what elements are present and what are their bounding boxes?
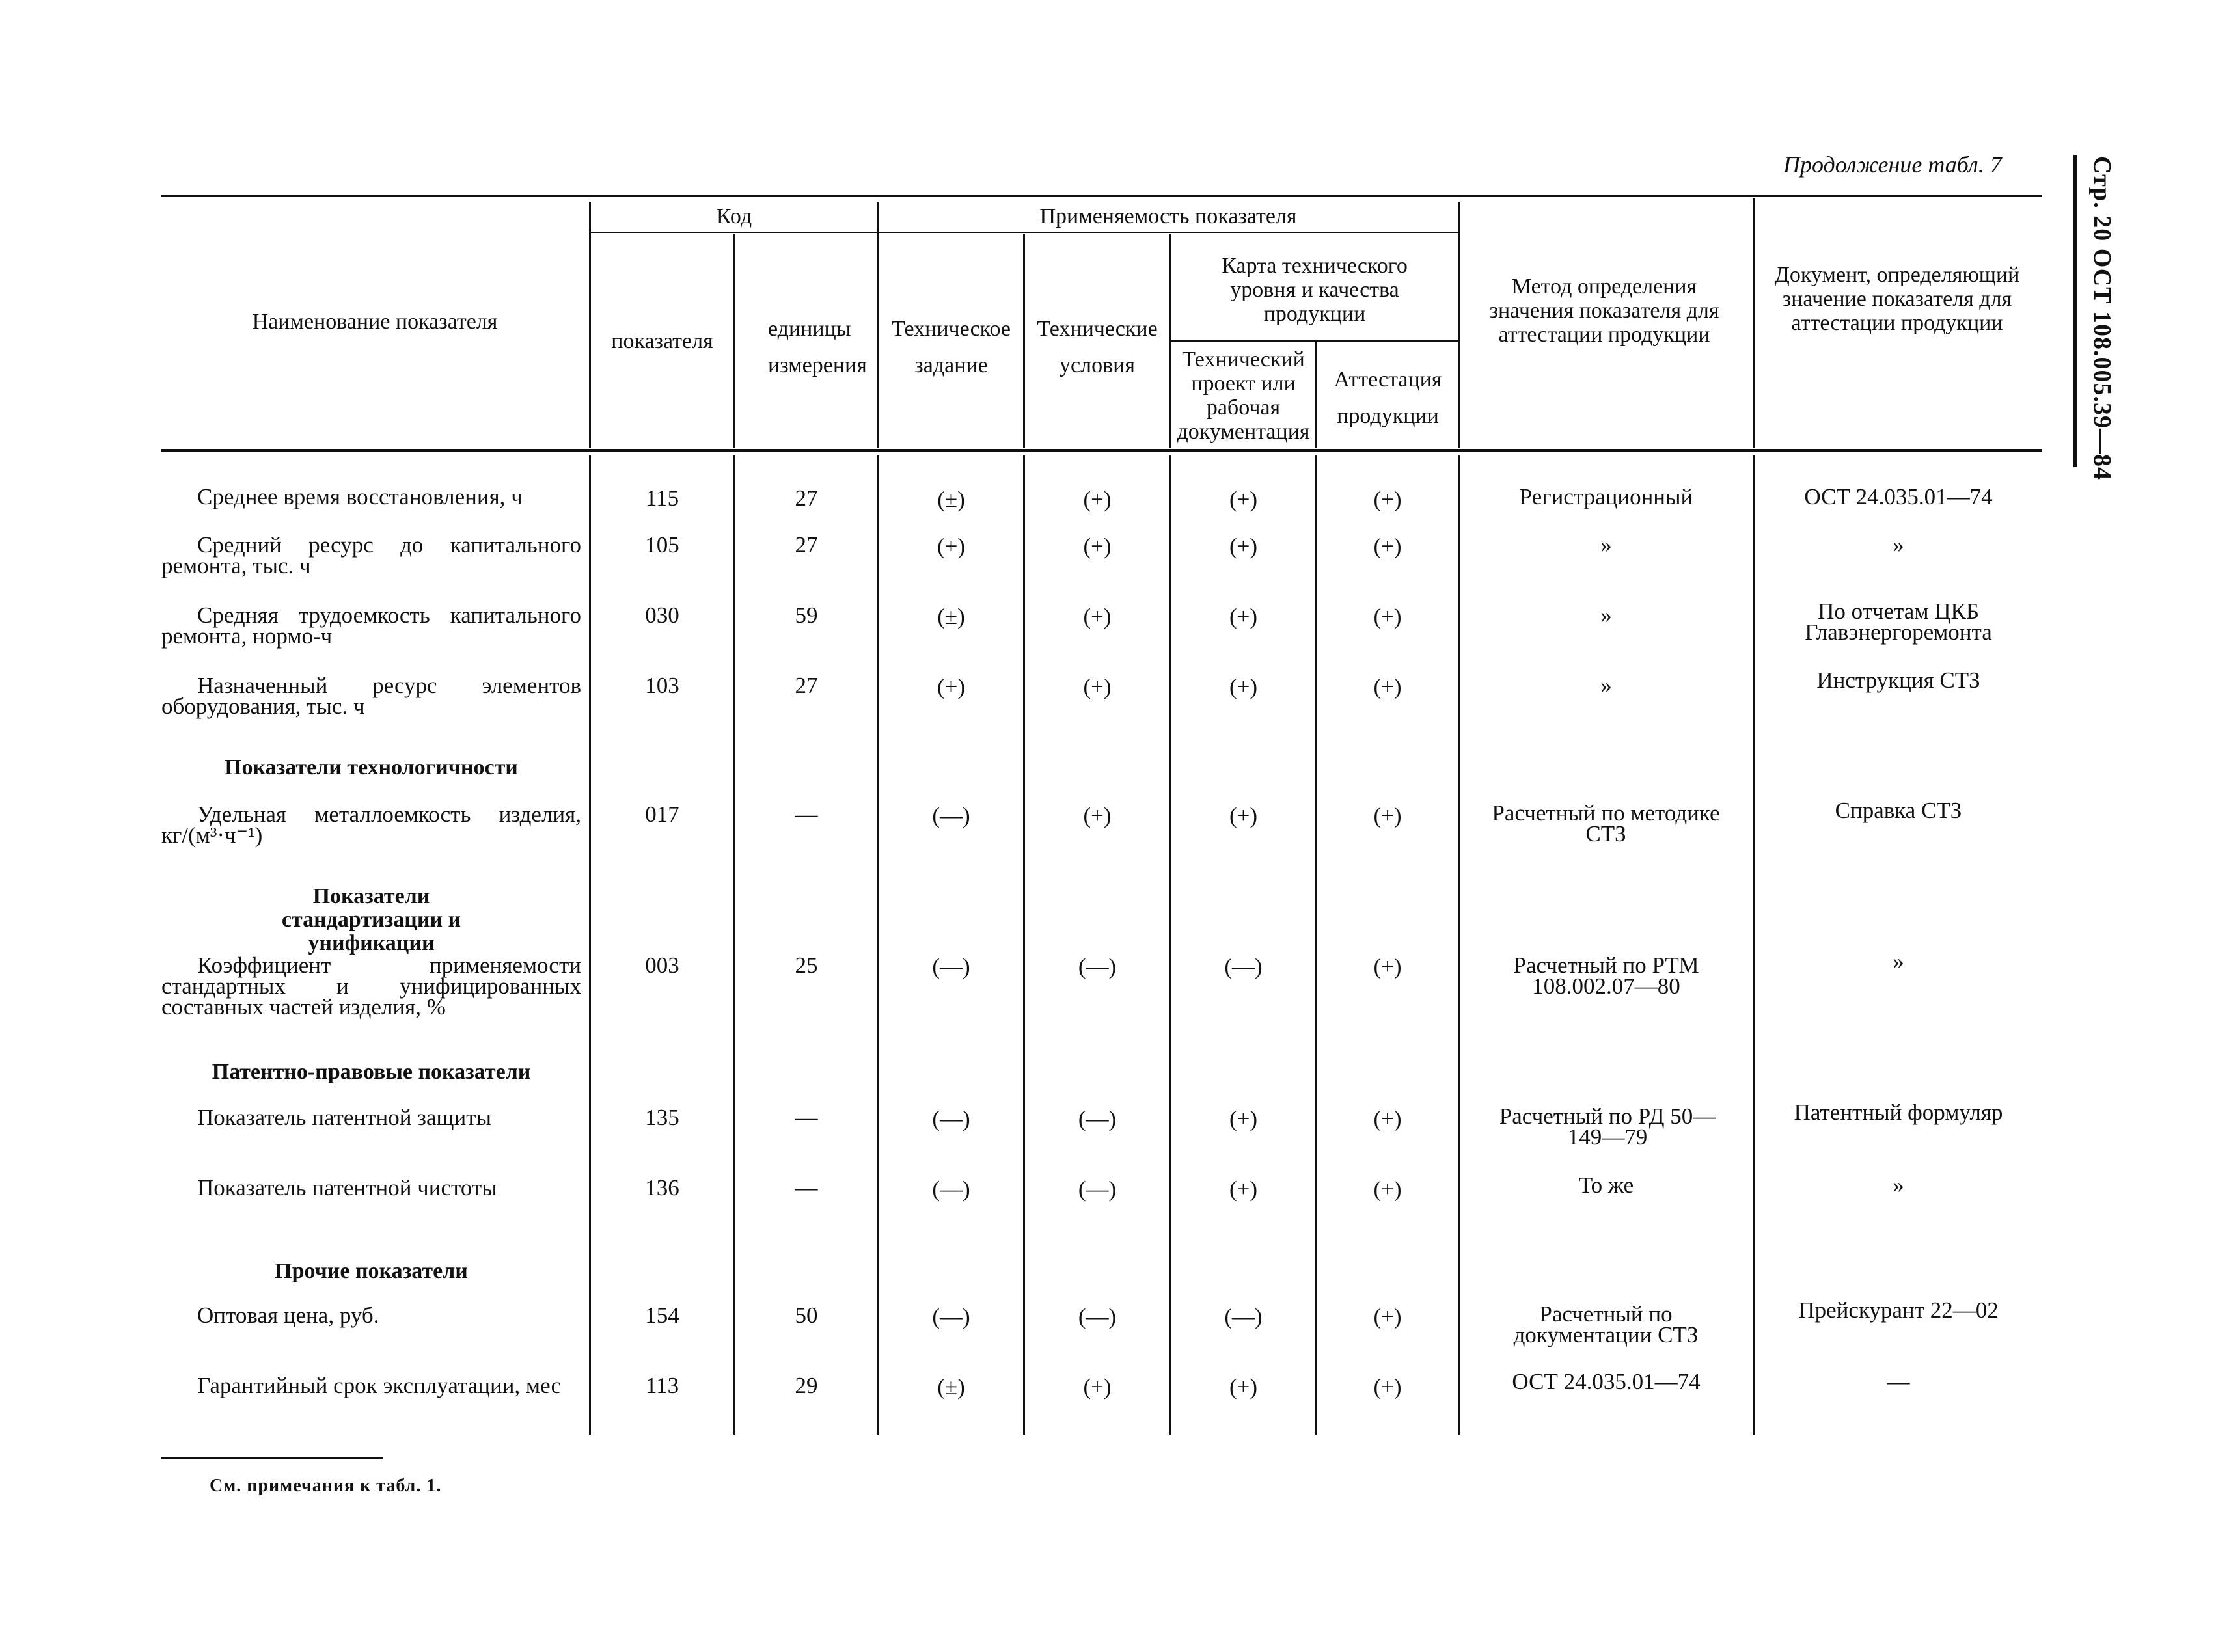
row-document: Прейскурант 22—02 — [1798, 1297, 1999, 1323]
row-tech-project: (+) — [1229, 1374, 1258, 1400]
row-document: По отчетам ЦКБ Главэнергоремонта — [1805, 599, 1992, 645]
row-method: » — [1600, 603, 1612, 628]
row-unit: 27 — [795, 532, 818, 558]
row-tech-conditions: (+) — [1083, 534, 1112, 559]
col-divider — [1023, 455, 1025, 1435]
row-tech-project: (+) — [1229, 534, 1258, 559]
row-tech-task: (±) — [937, 604, 965, 629]
row-code: 154 — [645, 1303, 679, 1328]
row-document: Справка СТЗ — [1835, 798, 1962, 823]
table-continuation-label: Продолжение табл. 7 — [1783, 152, 2002, 178]
header-code: Код — [716, 204, 752, 228]
row-tech-conditions: (—) — [1078, 1304, 1117, 1329]
row-tech-project: (+) — [1229, 604, 1258, 629]
row-method: Расчетный по РД 50—149—79 — [1499, 1104, 1716, 1150]
row-attestation: (+) — [1373, 1176, 1402, 1202]
row-name: Средняя трудоемкость капитального ремонта, нормо-ч — [161, 603, 581, 649]
page-number-label: Стр. 20 ОСТ 108.005.39—84 — [2088, 156, 2116, 481]
quality-map-rule — [1171, 340, 1458, 342]
page-side-label — [2083, 156, 2122, 481]
row-method: То же — [1578, 1172, 1634, 1198]
row-method: » — [1600, 532, 1612, 558]
col-divider — [733, 455, 735, 1435]
row-unit: — — [795, 1175, 818, 1200]
section-heading: Показатели стандартизации и унификации — [281, 884, 461, 955]
row-tech-project: (+) — [1229, 1176, 1258, 1202]
row-tech-task: (+) — [937, 674, 966, 699]
row-tech-project: (+) — [1229, 803, 1258, 828]
row-tech-conditions: (—) — [1078, 1106, 1117, 1131]
header-code-unit: единицы измерения — [768, 317, 867, 377]
col-divider — [1458, 455, 1460, 1435]
row-unit: — — [795, 1105, 818, 1130]
header-quality-map: Карта технического уровня и качества продукции — [1222, 254, 1408, 326]
header-applicability: Применяемость показателя — [1039, 204, 1297, 228]
col-divider — [589, 202, 591, 448]
applicability-group-rule — [879, 232, 1458, 233]
row-tech-task: (±) — [937, 487, 965, 512]
row-name: Средний ресурс до капитального ремонта, тыс. ч — [161, 532, 581, 578]
row-document: » — [1893, 949, 1904, 974]
row-code: 135 — [645, 1105, 679, 1130]
footnote: См. примечания к табл. 1. — [210, 1476, 442, 1496]
row-tech-conditions: (—) — [1078, 1176, 1117, 1202]
row-name: Гарантийный срок эксплуатации, мес — [197, 1373, 562, 1398]
header-name: Наименование показателя — [252, 310, 498, 334]
section-heading: Патентно-правовые показатели — [212, 1060, 531, 1084]
side-bar — [2073, 155, 2077, 467]
row-document: Патентный формуляр — [1794, 1100, 2003, 1125]
col-divider — [1315, 455, 1317, 1435]
row-tech-conditions: (+) — [1083, 604, 1112, 629]
row-attestation: (+) — [1373, 534, 1402, 559]
row-code: 105 — [645, 532, 679, 558]
row-tech-project: (+) — [1229, 1106, 1258, 1131]
row-code: 030 — [645, 603, 679, 628]
row-code: 017 — [645, 802, 679, 827]
header-tech-task: Техническое задание — [892, 317, 1011, 377]
col-divider — [733, 234, 735, 448]
row-unit: 27 — [795, 673, 818, 698]
row-tech-project: (—) — [1224, 954, 1263, 979]
row-document: Инструкция СТЗ — [1816, 668, 1980, 693]
section-heading: Показатели технологичности — [225, 755, 518, 779]
row-attestation: (+) — [1373, 1374, 1402, 1400]
row-method: Расчетный по РТМ 108.002.07—80 — [1513, 953, 1699, 999]
code-group-rule — [591, 232, 877, 233]
header-bottom-rule — [161, 449, 2042, 452]
row-attestation: (+) — [1373, 803, 1402, 828]
header-attestation: Аттестация продукции — [1333, 368, 1442, 428]
row-unit: 50 — [795, 1303, 818, 1328]
row-document: » — [1893, 1172, 1904, 1198]
row-name: Среднее время восстановления, ч — [197, 484, 523, 509]
row-tech-task: (+) — [937, 534, 966, 559]
row-method: Расчетный по документации СТЗ — [1513, 1301, 1699, 1347]
row-tech-project: (+) — [1229, 674, 1258, 699]
row-tech-task: (—) — [932, 1176, 970, 1202]
row-tech-task: (—) — [932, 1106, 970, 1131]
row-code: 136 — [645, 1175, 679, 1200]
row-method: Расчетный по методике СТЗ — [1492, 800, 1720, 846]
col-divider — [1169, 455, 1171, 1435]
row-unit: — — [795, 802, 818, 827]
table-top-rule — [161, 195, 2042, 197]
row-attestation: (+) — [1373, 604, 1402, 629]
col-divider — [1315, 342, 1317, 448]
row-name: Оптовая цена, руб. — [197, 1303, 379, 1328]
row-attestation: (+) — [1373, 1304, 1402, 1329]
row-name: Удельная металлоемкость изделия, кг/(м³·ч⁻¹) — [161, 802, 581, 848]
row-name: Назначенный ресурс элементов оборудования, тыс. ч — [161, 673, 581, 719]
row-tech-task: (±) — [937, 1374, 965, 1400]
row-method: » — [1600, 673, 1612, 698]
row-name: Показатель патентной защиты — [197, 1105, 492, 1130]
row-name: Коэффициент применяемости стандартных и унифицированных составных частей изделия, % — [161, 953, 581, 1020]
col-divider — [589, 455, 591, 1435]
section-heading: Прочие показатели — [275, 1259, 468, 1283]
row-code: 115 — [645, 485, 679, 511]
header-tech-project: Технический проект или рабочая документация — [1177, 347, 1310, 444]
row-method: ОСТ 24.035.01—74 — [1512, 1369, 1701, 1394]
row-method: Регистрационный — [1519, 484, 1693, 509]
col-divider — [1753, 198, 1755, 448]
row-tech-project: (+) — [1229, 487, 1258, 512]
header-method: Метод определения значения показателя для аттестации продукции — [1489, 275, 1719, 347]
row-tech-task: (—) — [932, 954, 970, 979]
row-attestation: (+) — [1373, 1106, 1402, 1131]
row-code: 103 — [645, 673, 679, 698]
row-unit: 27 — [795, 485, 818, 511]
row-tech-conditions: (+) — [1083, 803, 1112, 828]
row-code: 003 — [645, 953, 679, 978]
row-tech-conditions: (+) — [1083, 1374, 1112, 1400]
row-tech-task: (—) — [932, 1304, 970, 1329]
header-document: Документ, определяющий значение показателя для аттестации продукции — [1774, 263, 2020, 335]
row-attestation: (+) — [1373, 954, 1402, 979]
row-document: » — [1893, 532, 1904, 558]
row-tech-conditions: (+) — [1083, 487, 1112, 512]
row-attestation: (+) — [1373, 487, 1402, 512]
col-divider — [877, 455, 879, 1435]
row-tech-task: (—) — [932, 803, 970, 828]
footnote-rule — [161, 1457, 383, 1459]
col-divider — [1458, 202, 1460, 448]
header-tech-conditions: Технические условия — [1037, 317, 1158, 377]
row-tech-conditions: (+) — [1083, 674, 1112, 699]
row-unit: 59 — [795, 603, 818, 628]
row-unit: 25 — [795, 953, 818, 978]
row-code: 113 — [645, 1373, 679, 1398]
row-tech-conditions: (—) — [1078, 954, 1117, 979]
row-name: Показатель патентной чистоты — [197, 1175, 497, 1200]
row-document: — — [1887, 1369, 1910, 1394]
row-tech-project: (—) — [1224, 1304, 1263, 1329]
header-code-indicator: показателя — [611, 329, 713, 353]
row-attestation: (+) — [1373, 674, 1402, 699]
row-document: ОСТ 24.035.01—74 — [1804, 484, 1993, 509]
row-unit: 29 — [795, 1373, 818, 1398]
